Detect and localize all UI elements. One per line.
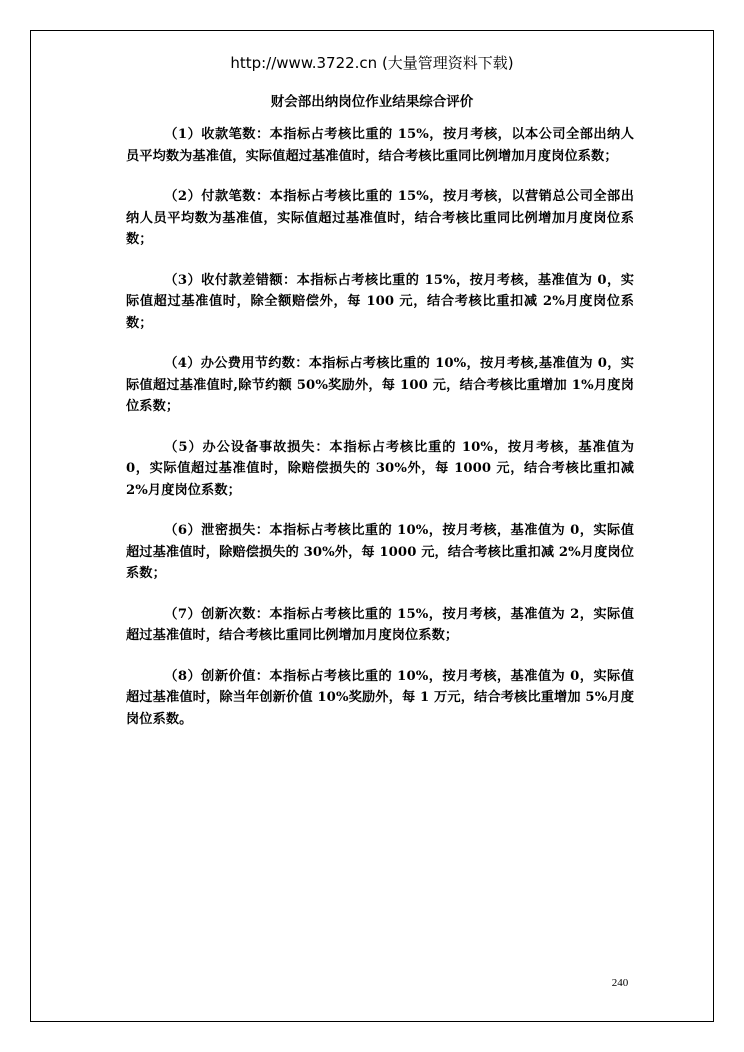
criterion-item-3: （3）收付款差错额：本指标占考核比重的 15%，按月考核，基准值为 0，实际值超过基准值时，除全额赔偿外，每 100 元，结合考核比重扣减 2%月度岗位系数； [126,272,634,331]
document-title: 财会部出纳岗位作业结果综合评价 [270,94,474,110]
criterion-item-6: （6）泄密损失：本指标占考核比重的 10%，按月考核，基准值为 0，实际值超过基准值时，除赔偿损失的 30%外，每 1000 元，结合考核比重扣减 2%月度岗位系数； [126,523,634,581]
criterion-item-5: （5）办公设备事故损失：本指标占考核比重的 10%，按月考核，基准值为 0，实际值超过基准值时，除赔偿损失的 30%外，每 1000 元，结合考核比重扣减 2%月度岗位系数； [126,439,634,498]
page-number: 240 [611,977,629,989]
criterion-item-2: （2）付款笔数：本指标占考核比重的 15%，按月考核，以营销总公司全部出纳人员平均数为基准值，实际值超过基准值时，结合考核比重同比例增加月度岗位系数； [126,189,634,247]
criterion-item-7: （7）创新次数：本指标占考核比重的 15%，按月考核，基准值为 2，实际值超过基准值时，结合考核比重同比例增加月度岗位系数； [126,606,634,643]
criterion-item-8: （8）创新价值：本指标占考核比重的 10%，按月考核，基准值为 0，实际值超过基准值时，除当年创新价值 10%奖励外，每 1 万元，结合考核比重增加 5%月度岗位系数。 [126,668,634,727]
criterion-item-4: （4）办公费用节约数：本指标占考核比重的 10%，按月考核,基准值为 0，实际值超过基准值时,除节约额 50%奖励外，每 100 元，结合考核比重增加 1%月度岗位系数； [126,356,634,414]
header-url-line: http://www.3722.cn (大量管理资料下载) [230,54,514,72]
criterion-item-1: （1）收款笔数：本指标占考核比重的 15%，按月考核，以本公司全部出纳人员平均数为基准值，实际值超过基准值时，结合考核比重同比例增加月度岗位系数； [126,127,634,164]
criteria-list [126,124,634,749]
